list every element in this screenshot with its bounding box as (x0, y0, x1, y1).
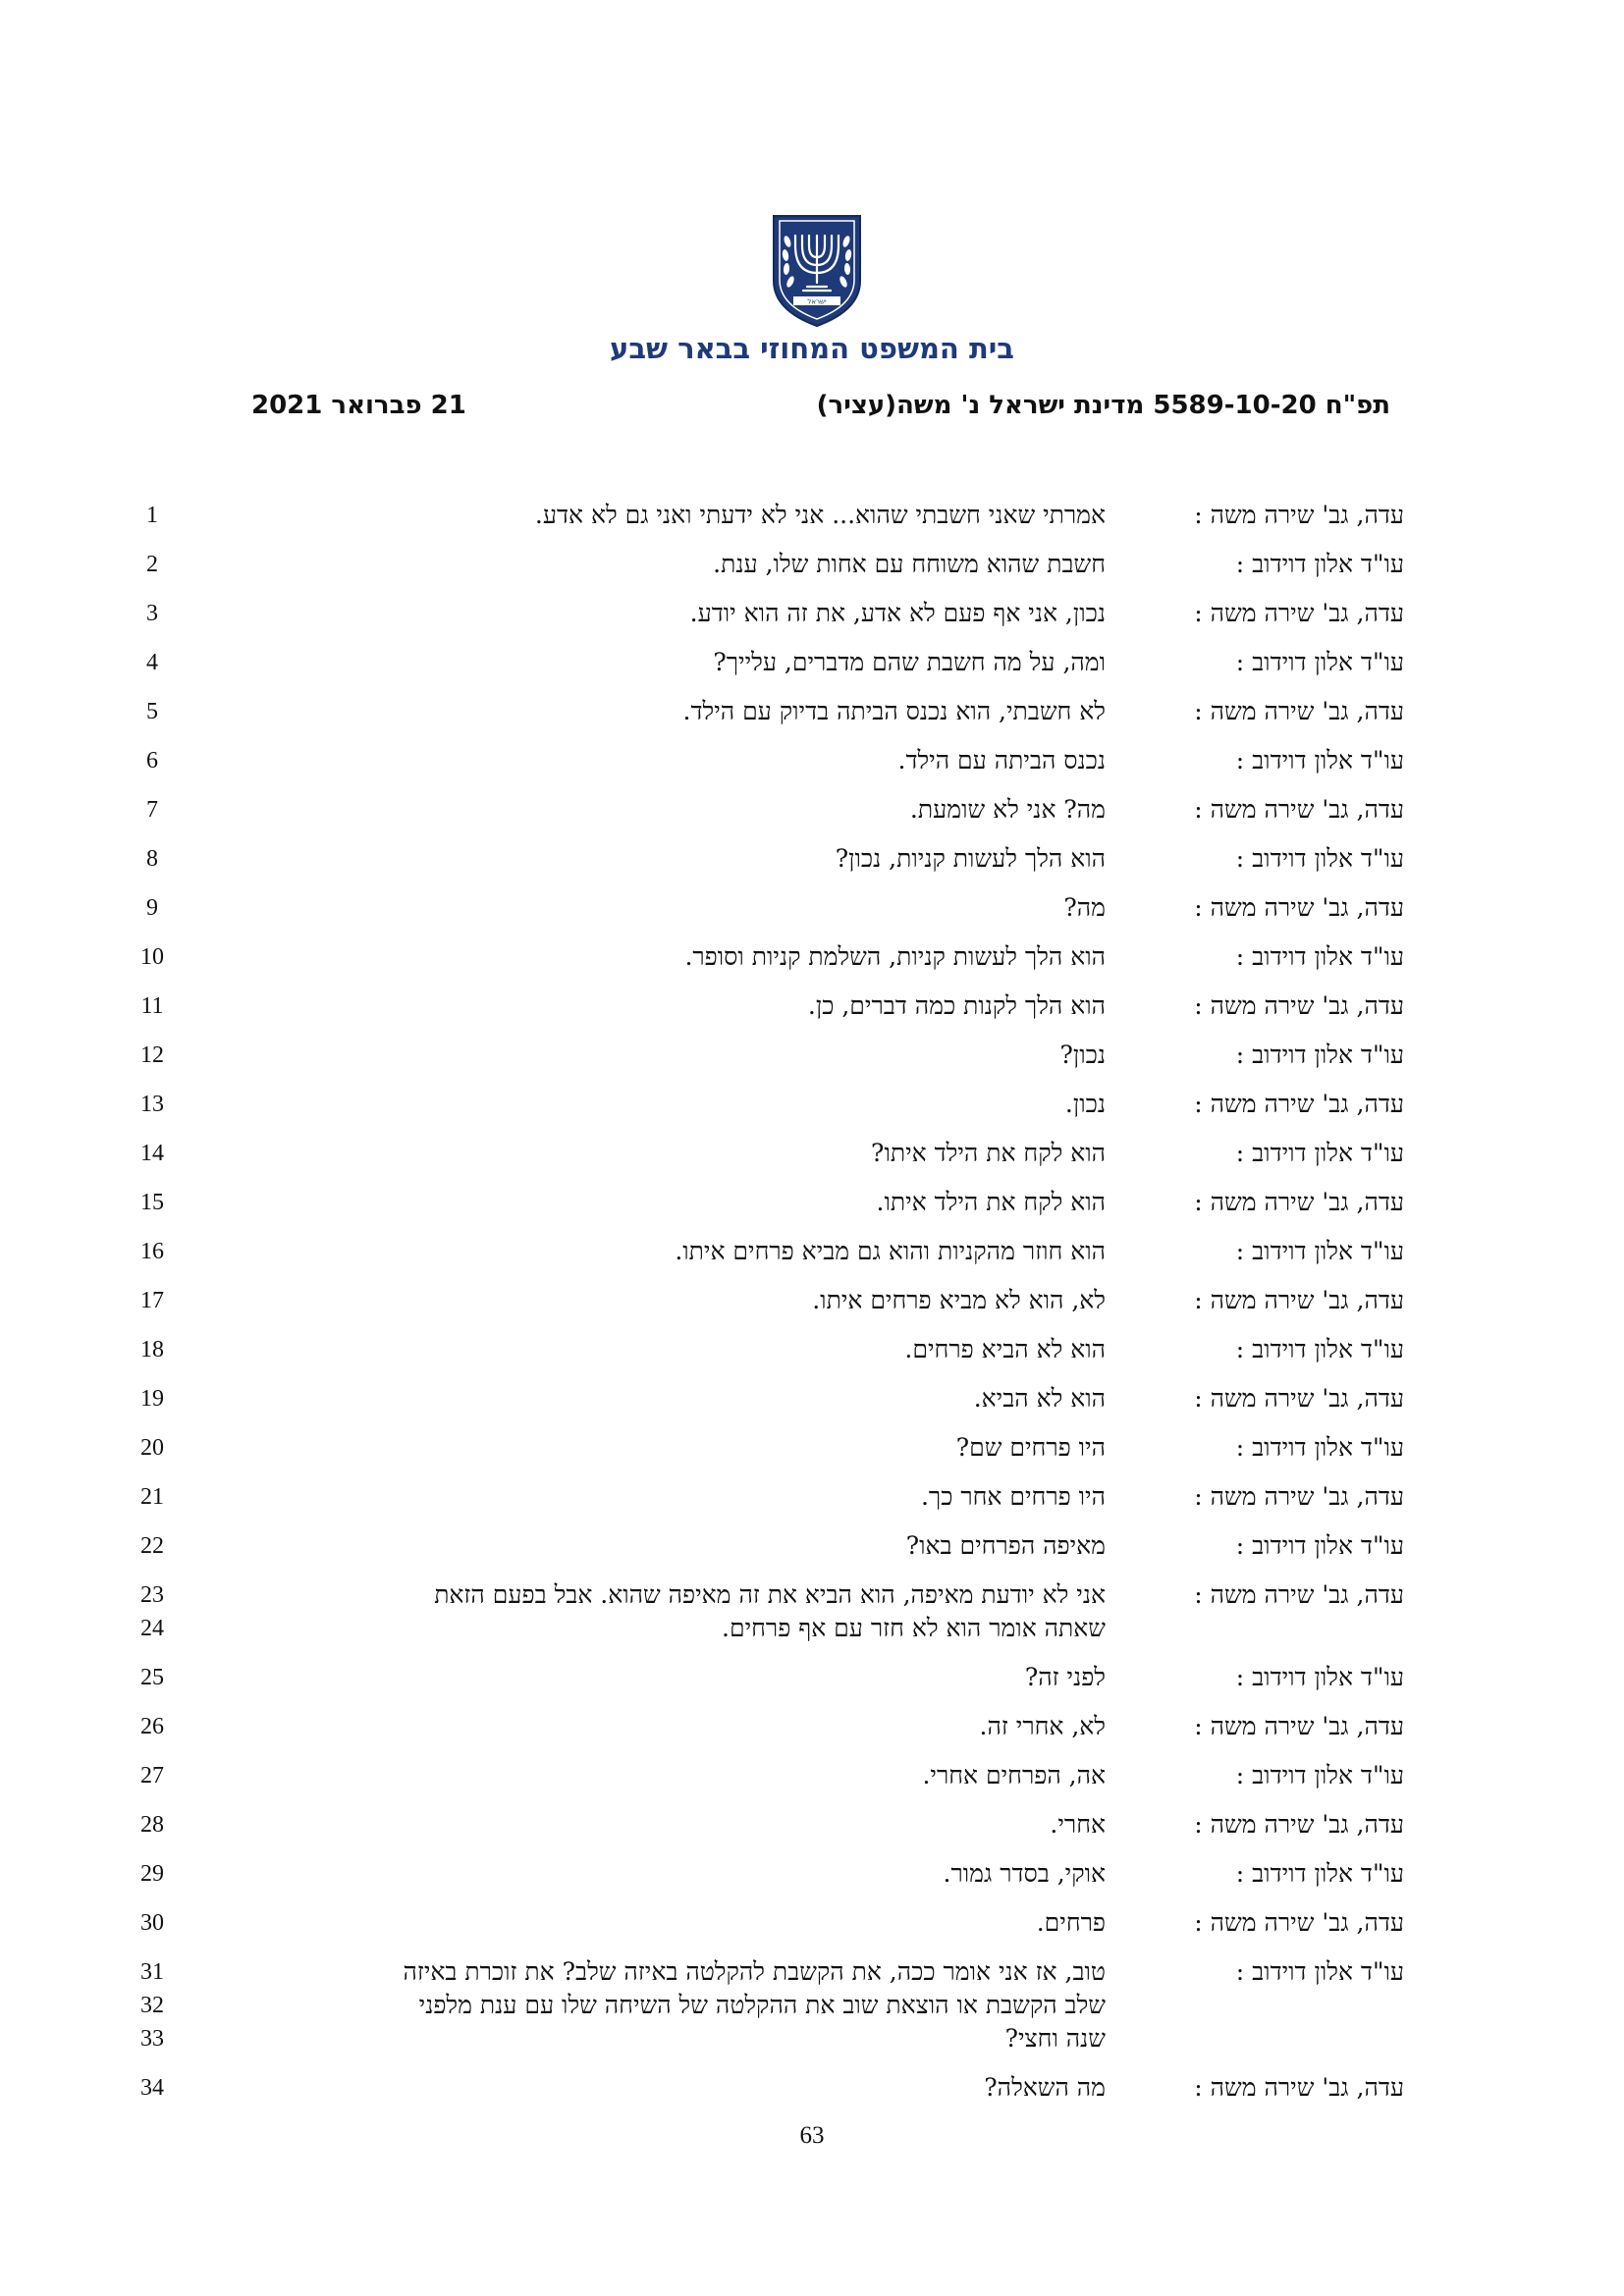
speech-text (222, 1955, 1106, 2056)
line-numbers (118, 597, 187, 630)
speaker-name: עדה, גב' שירה משה : (1194, 1090, 1404, 1118)
line-number: 13 (140, 1092, 164, 1117)
speech-text (222, 1529, 1106, 1563)
line-number: 3 (146, 601, 158, 626)
line-number: 33 (140, 2026, 164, 2052)
line-numbers (118, 744, 187, 777)
line-number: 4 (146, 650, 158, 675)
line-number: 34 (140, 2075, 164, 2101)
speech-line: מאיפה הפרחים באו? (905, 1531, 1106, 1560)
speaker-name: עו"ד אלון דוידוב : (1235, 1041, 1404, 1069)
speech-text (222, 695, 1106, 728)
line-number: 10 (140, 944, 164, 970)
speaker-name: עו"ד אלון דוידוב : (1235, 1335, 1404, 1363)
line-number: 15 (140, 1190, 164, 1215)
speaker-name: עדה, גב' שירה משה : (1194, 501, 1404, 529)
speaker-name: עדה, גב' שירה משה : (1194, 1712, 1404, 1740)
speech-line: אוקי, בסדר גמור. (943, 1859, 1106, 1888)
speaker-name: עדה, גב' שירה משה : (1194, 2073, 1404, 2102)
speech-text (222, 1808, 1106, 1842)
line-numbers (118, 2071, 187, 2105)
speech-text (222, 1039, 1106, 1072)
line-number: 11 (140, 993, 164, 1019)
speech-line: הוא הלך לעשות קניות, השלמת קניות וסופר. (684, 942, 1106, 971)
speech-line: לא חשבתי, הוא נכנס הביתה בדיוק עם הילד. (682, 697, 1106, 725)
speaker-name: עו"ד אלון דוידוב : (1235, 550, 1404, 578)
speech-line: הוא הלך לעשות קניות, נכון? (835, 844, 1106, 873)
speech-text (222, 842, 1106, 876)
speaker-name: עו"ד אלון דוידוב : (1235, 1761, 1404, 1789)
line-number: 29 (140, 1861, 164, 1887)
line-numbers (118, 1759, 187, 1792)
line-numbers (118, 1284, 187, 1317)
line-numbers (118, 1186, 187, 1219)
speaker-name: עו"ד אלון דוידוב : (1235, 1859, 1404, 1888)
speech-text (222, 1710, 1106, 1743)
speaker-name: עדה, גב' שירה משה : (1194, 795, 1404, 824)
line-number: 32 (140, 1993, 164, 2018)
speech-text (222, 891, 1106, 925)
speech-line: אחרי. (1050, 1810, 1106, 1839)
speaker-name: עו"ד אלון דוידוב : (1235, 1433, 1404, 1462)
line-number: 9 (146, 895, 158, 921)
speaker-name: עו"ד אלון דוידוב : (1235, 942, 1404, 971)
speech-line: לא, אחרי זה. (979, 1712, 1106, 1740)
speech-line: נכון, אני אף פעם לא אדע, את זה הוא יודע. (689, 599, 1106, 627)
speech-line: נכון. (1064, 1090, 1106, 1118)
line-number: 18 (140, 1337, 164, 1362)
line-number: 14 (140, 1141, 164, 1166)
line-number: 5 (146, 699, 158, 724)
speech-text (222, 646, 1106, 679)
speech-line: הוא חוזר מהקניות והוא גם מביא פרחים איתו. (675, 1237, 1106, 1265)
speaker-name: עו"ד אלון דוידוב : (1235, 746, 1404, 774)
speech-text (222, 1186, 1106, 1219)
speech-line: אמרתי שאני חשבתי שהוא... אני לא ידעתי ואני גם לא אדע. (534, 501, 1106, 529)
speaker-name: עו"ד אלון דוידוב : (1235, 1957, 1404, 1986)
line-numbers (118, 891, 187, 925)
speech-line: מה? (1063, 893, 1106, 922)
speech-text (222, 1661, 1106, 1694)
speaker-name: עדה, גב' שירה משה : (1194, 1188, 1404, 1216)
speaker-name: עדה, גב' שירה משה : (1194, 1482, 1404, 1511)
line-number: 20 (140, 1435, 164, 1461)
speaker-name: עו"ד אלון דוידוב : (1235, 1531, 1404, 1560)
state-emblem-logo (768, 212, 866, 330)
speaker-name: עדה, גב' שירה משה : (1194, 893, 1404, 922)
line-numbers (118, 1235, 187, 1268)
speaker-name: עו"ד אלון דוידוב : (1235, 1139, 1404, 1167)
speech-line: הוא לקח את הילד איתו. (876, 1188, 1106, 1216)
line-numbers (118, 989, 187, 1023)
line-numbers (118, 1529, 187, 1563)
line-number: 31 (140, 1959, 164, 1985)
speaker-name: עדה, גב' שירה משה : (1194, 1384, 1404, 1413)
speech-line: הוא הלך לקנות כמה דברים, כן. (807, 991, 1106, 1020)
line-numbers (118, 1137, 187, 1170)
speech-text (222, 2071, 1106, 2105)
speech-text (222, 1382, 1106, 1415)
speech-text (222, 940, 1106, 974)
line-number: 23 (140, 1582, 164, 1608)
speech-text (222, 1137, 1106, 1170)
line-number: 30 (140, 1910, 164, 1936)
speech-text (222, 1088, 1106, 1121)
line-number: 7 (146, 797, 158, 823)
line-number: 21 (140, 1484, 164, 1510)
line-number: 28 (140, 1812, 164, 1838)
speech-text (222, 744, 1106, 777)
line-number: 22 (140, 1533, 164, 1559)
speech-text (222, 1578, 1106, 1645)
speech-text (222, 499, 1106, 532)
speech-text (222, 597, 1106, 630)
speech-line: הוא לא הביא. (973, 1384, 1106, 1413)
speaker-name: עדה, גב' שירה משה : (1194, 599, 1404, 627)
speech-text (222, 1906, 1106, 1940)
speech-line: הוא לא הביא פרחים. (904, 1335, 1106, 1363)
line-numbers (118, 842, 187, 876)
speaker-name: עדה, גב' שירה משה : (1194, 991, 1404, 1020)
line-number: 16 (140, 1239, 164, 1264)
speech-text (222, 1333, 1106, 1366)
speech-text (222, 1284, 1106, 1317)
speaker-name: עו"ד אלון דוידוב : (1235, 1663, 1404, 1691)
speech-line: אה, הפרחים אחרי. (922, 1761, 1106, 1789)
case-title: תפ"ח 5589-10-20 מדינת ישראל נ' משה(עציר) (816, 391, 1390, 420)
speaker-name: עו"ד אלון דוידוב : (1235, 648, 1404, 676)
hearing-date: 21 פברואר 2021 (251, 391, 466, 420)
line-numbers (118, 1710, 187, 1743)
speech-line: שאתה אומר הוא לא חזר עם אף פרחים. (722, 1614, 1106, 1642)
line-numbers (118, 1480, 187, 1514)
speaker-name: עו"ד אלון דוידוב : (1235, 844, 1404, 873)
speech-line: טוב, אז אני אומר ככה, את הקשבת להקלטה באיזה שלב? את זוכרת באיזה (403, 1957, 1106, 1986)
speech-text (222, 1759, 1106, 1792)
line-numbers (118, 1955, 187, 2056)
line-numbers (118, 1578, 187, 1645)
line-numbers (118, 646, 187, 679)
line-number: 1 (146, 503, 158, 528)
line-numbers (118, 1857, 187, 1891)
line-numbers (118, 1808, 187, 1842)
line-numbers (118, 793, 187, 827)
line-number: 2 (146, 552, 158, 577)
line-number: 12 (140, 1042, 164, 1068)
speech-line: מה? אני לא שומעת. (909, 795, 1106, 824)
speech-line: חשבת שהוא משוחח עם אחות שלו, ענת. (713, 550, 1106, 578)
line-numbers (118, 1906, 187, 1940)
speaker-name: עו"ד אלון דוידוב : (1235, 1237, 1404, 1265)
line-numbers (118, 1039, 187, 1072)
speech-line: פרחים. (1036, 1908, 1106, 1937)
speech-text (222, 1857, 1106, 1891)
line-number: 8 (146, 846, 158, 872)
line-numbers (118, 499, 187, 532)
speech-line: נכון? (1059, 1041, 1106, 1069)
speech-text (222, 1480, 1106, 1514)
line-numbers (118, 695, 187, 728)
line-number: 19 (140, 1386, 164, 1412)
line-number: 24 (140, 1616, 164, 1641)
line-numbers (118, 1333, 187, 1366)
line-number: 25 (140, 1665, 164, 1690)
speech-text (222, 989, 1106, 1023)
speech-text (222, 1235, 1106, 1268)
speaker-name: עדה, גב' שירה משה : (1194, 697, 1404, 725)
speech-line: שלב הקשבת או הוצאת שוב את ההקלטה של השיחה שלו עם ענת מלפני (418, 1991, 1106, 2019)
line-numbers (118, 548, 187, 581)
line-number: 26 (140, 1714, 164, 1739)
speech-text (222, 793, 1106, 827)
page-number: 63 (799, 2122, 825, 2149)
speech-line: נכנס הביתה עם הילד. (897, 746, 1106, 774)
line-numbers (118, 1661, 187, 1694)
speech-line: הוא לקח את הילד איתו? (871, 1139, 1106, 1167)
line-numbers (118, 940, 187, 974)
speech-line: ומה, על מה חשבת שהם מדברים, עלייך? (713, 648, 1106, 676)
speech-line: היו פרחים שם? (955, 1433, 1106, 1462)
speech-text (222, 548, 1106, 581)
speech-text (222, 1431, 1106, 1465)
speaker-name: עדה, גב' שירה משה : (1194, 1286, 1404, 1314)
speaker-name: עדה, גב' שירה משה : (1194, 1908, 1404, 1937)
line-numbers (118, 1382, 187, 1415)
speech-line: לפני זה? (1024, 1663, 1106, 1691)
speech-line: אני לא יודעת מאיפה, הוא הביא את זה מאיפה שהוא. אבל בפעם הזאת (434, 1580, 1106, 1609)
line-number: 17 (140, 1288, 164, 1313)
line-number: 6 (146, 748, 158, 774)
line-numbers (118, 1431, 187, 1465)
speaker-name: עדה, גב' שירה משה : (1194, 1580, 1404, 1609)
line-numbers (118, 1088, 187, 1121)
line-number: 27 (140, 1763, 164, 1789)
speech-line: היו פרחים אחר כך. (920, 1482, 1106, 1511)
speech-line: שנה וחצי? (1004, 2024, 1106, 2053)
svg-text:ישראל: ישראל (807, 297, 827, 306)
speech-line: לא, הוא לא מביא פרחים איתו. (812, 1286, 1106, 1314)
speaker-name: עדה, גב' שירה משה : (1194, 1810, 1404, 1839)
speech-line: מה השאלה? (984, 2073, 1106, 2102)
court-name: בית המשפט המחוזי בבאר שבע (610, 332, 1014, 365)
